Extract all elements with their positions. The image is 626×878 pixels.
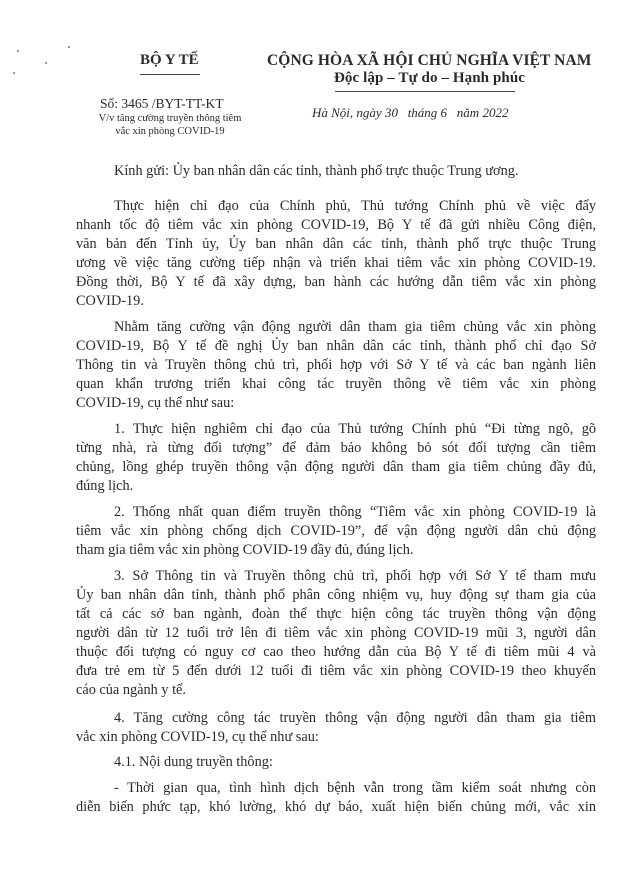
body-line: tham gia tiêm vắc xin phòng COVID-19 đầy đủ, đúng lịch.	[76, 542, 414, 558]
body-line: 4.1. Nội dung truyền thông:	[114, 754, 273, 770]
body-line: chủng, lồng ghép truyền thông vận động người dân tham gia tiêm chủng đầy đủ,	[76, 459, 596, 475]
agency-underline	[140, 74, 200, 75]
body-line: Nhằm tăng cường vận động người dân tham gia tiêm chủng vắc xin phòng	[114, 319, 596, 335]
body-line: tiêm vắc xin phòng chống dịch COVID-19”, để vận động người dân chủ động	[76, 523, 596, 539]
subject-line-2: vắc xin phòng COVID-19	[115, 126, 225, 137]
body-line: COVID-19, Bộ Y tế đề nghị Ủy ban nhân dân các tỉnh, thành phố chỉ đạo Sở	[76, 338, 596, 354]
body-line: đưa trẻ em từ 5 đến dưới 12 tuổi đi tiêm vắc xin phòng COVID-19 theo khuyến	[76, 663, 596, 679]
motto-underline	[335, 91, 515, 92]
body-line: quan khẩn trương triển khai công tác truyền thông về tiêm vắc xin phòng	[76, 376, 596, 392]
national-motto: Độc lập – Tự do – Hạnh phúc	[334, 70, 526, 86]
body-line: ương về việc tăng cường tiếp nhận và triển khai tiêm vắc xin phòng COVID-19.	[76, 255, 596, 271]
body-line: vắc xin phòng COVID-19, cụ thể như sau:	[76, 729, 319, 745]
body-line: Ủy ban nhân dân tỉnh, thành phố phân công nhiệm vụ, huy động sự tham gia của	[76, 587, 596, 603]
body-line: diễn biến phức tạp, khó lường, khó dự báo, xuất hiện biến chủng mới, vắc xin	[76, 799, 596, 815]
body-line: 1. Thực hiện nghiêm chỉ đạo của Thủ tướng Chính phủ “Đi từng ngõ, gõ	[114, 421, 596, 437]
recipient-line: Kính gửi: Ủy ban nhân dân các tỉnh, thành phố trực thuộc Trung ương.	[114, 163, 519, 179]
scan-speck	[45, 62, 47, 64]
issue-date: Hà Nội, ngày 30 tháng 6 năm 2022	[312, 105, 509, 120]
body-line: cáo của ngành y tế.	[76, 682, 186, 698]
body-line: 3. Sở Thông tin và Truyền thông chủ trì, phối hợp với Sở Y tế tham mưu	[114, 568, 596, 584]
body-line: tất cả các sở ban ngành, đoàn thể thực hiện công tác truyền thông vận động	[76, 606, 596, 622]
scan-speck	[17, 50, 19, 52]
scan-speck	[13, 72, 15, 74]
subject-line-1: V/v tăng cường truyền thông tiêm	[98, 113, 242, 124]
body-line: văn bản đến Tỉnh ủy, Ủy ban nhân dân các tỉnh, thành phố trực thuộc Trung	[76, 236, 596, 252]
body-line: Đồng thời, Bộ Y tế đã xây dựng, ban hành các hướng dẫn tiêm vắc xin phòng	[76, 274, 596, 290]
document-number: Số: 3465 /BYT-TT-KT	[100, 96, 224, 111]
body-line: Thực hiện chỉ đạo của Chính phủ, Thủ tướng Chính phủ về việc đẩy	[114, 198, 596, 214]
body-line: người dân từ 12 tuổi trở lên đi tiêm vắc xin phòng COVID-19 mũi 3, người dân	[76, 625, 596, 641]
body-line: đúng lịch.	[76, 478, 134, 494]
body-line: 4. Tăng cường công tác truyền thông vận động người dân tham gia tiêm	[114, 710, 596, 726]
body-line: COVID-19, cụ thể như sau:	[76, 395, 235, 411]
country-name: CỘNG HÒA XÃ HỘI CHỦ NGHĨA VIỆT NAM	[267, 52, 592, 69]
body-line: COVID-19.	[76, 293, 144, 309]
body-line: 2. Thống nhất quan điểm truyền thông “Tiêm vắc xin phòng COVID-19 là	[114, 504, 596, 520]
body-line: từng nhà, rà từng đối tượng” để đảm bảo không bỏ sót đối tượng cần tiêm	[76, 440, 596, 456]
body-line: thuộc đối tượng có nguy cơ cao theo hướng dẫn của Bộ Y tế đi tiêm mũi 4 và	[76, 644, 596, 660]
scan-speck	[68, 46, 70, 48]
agency-name: BỘ Y TẾ	[140, 52, 199, 68]
body-line: Thông tin và Truyền thông chủ trì, phối hợp với Sở Y tế và các ban ngành liên	[76, 357, 596, 373]
body-line: - Thời gian qua, tình hình dịch bệnh vẫn trong tầm kiểm soát nhưng còn	[114, 780, 596, 796]
body-line: nhanh tốc độ tiêm vắc xin phòng COVID-19, Bộ Y tế đã gửi nhiều Công điện,	[76, 217, 596, 233]
